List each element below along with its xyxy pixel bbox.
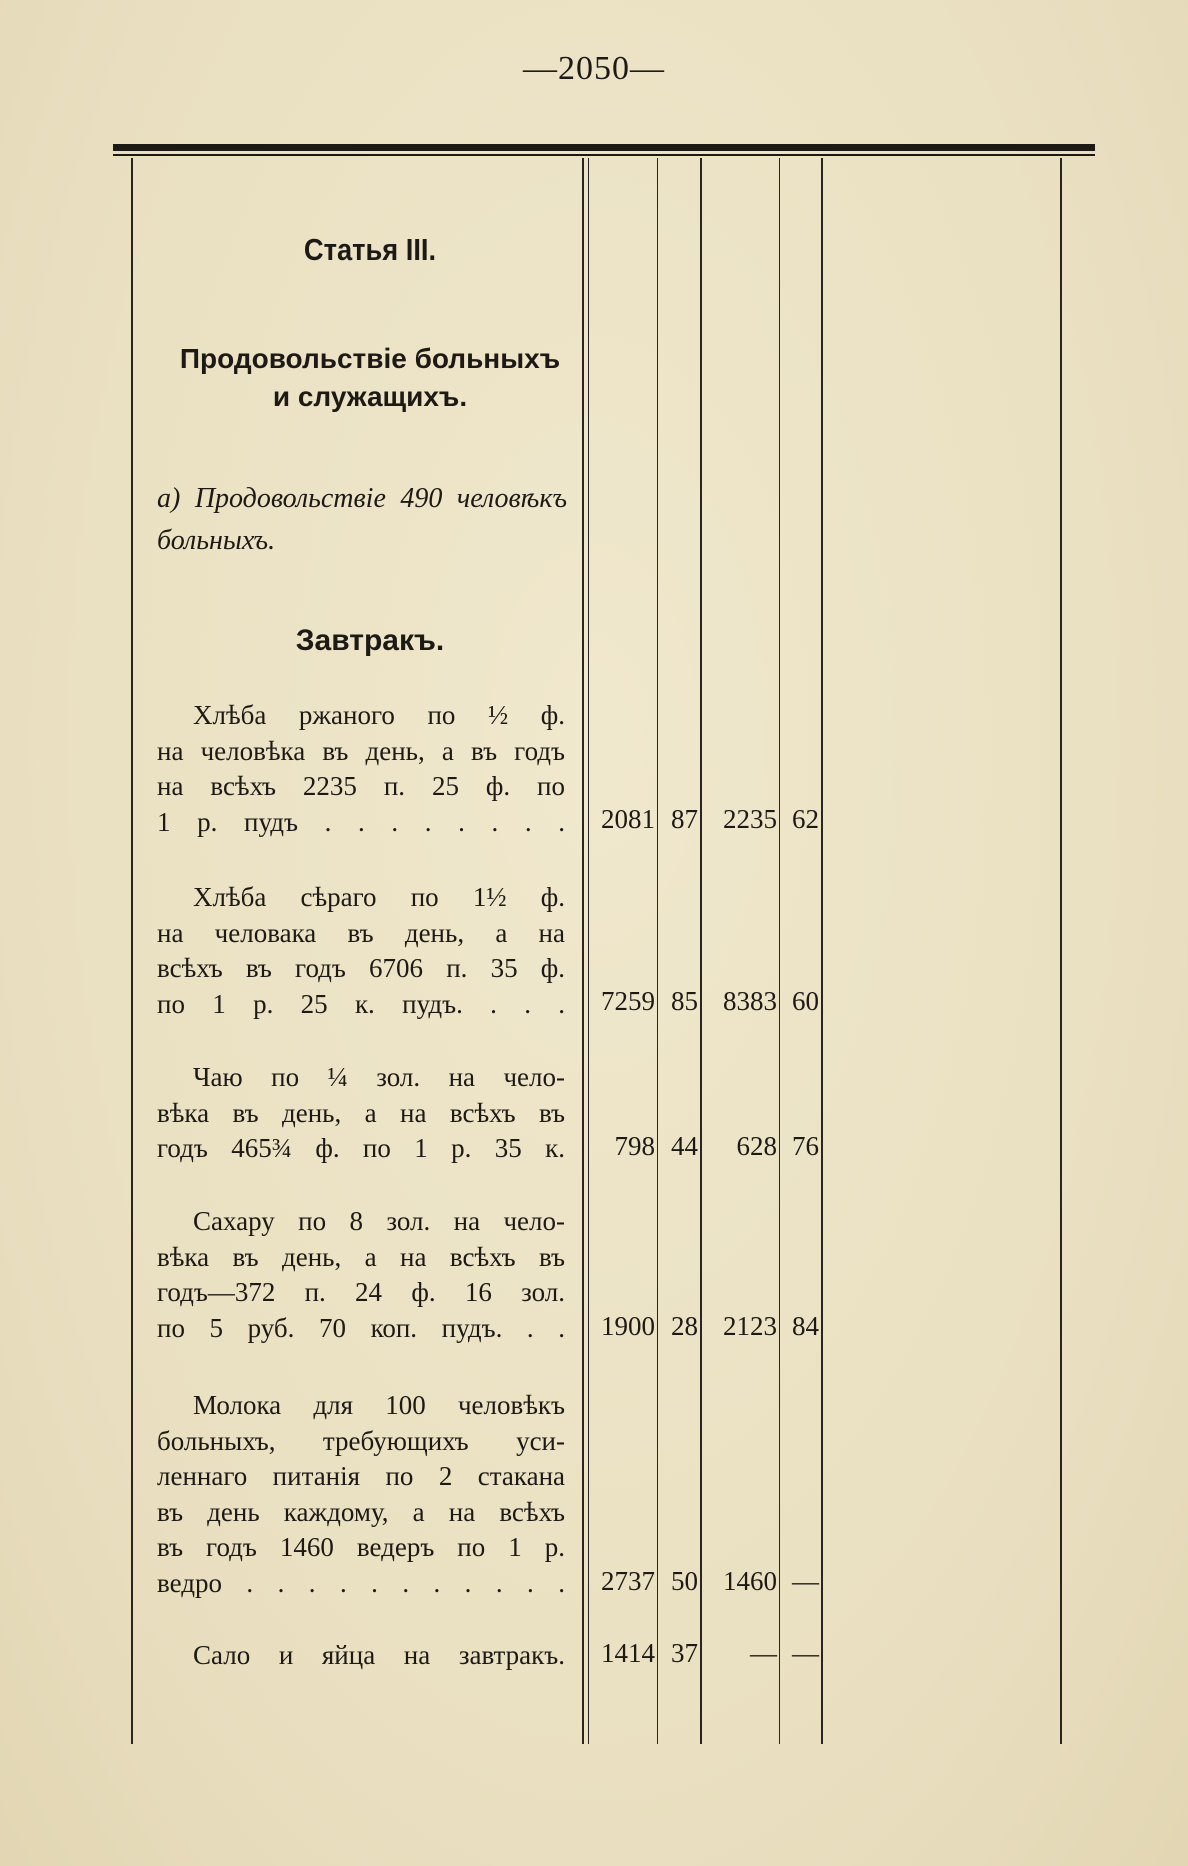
amount2-rub: 2235 — [723, 804, 777, 834]
column-rule-rub2 — [779, 158, 780, 1744]
entry-line: 1 р. пудъ . . . . . . . . — [157, 806, 565, 837]
entry-line: на человака въ день, а на — [157, 917, 565, 948]
entry-rye-bread — [157, 698, 565, 840]
column-rule-left — [131, 158, 133, 1744]
entry-grey-bread — [157, 880, 565, 1022]
amount1-kop: 37 — [671, 1638, 698, 1668]
entry-line: годъ—372 п. 24 ф. 16 зол. — [157, 1277, 565, 1307]
entry-line: Сахару по 8 зол. на чело- — [193, 1206, 565, 1236]
amount2-rub: 2123 — [723, 1311, 777, 1341]
amount2-kop: 62 — [792, 804, 819, 834]
entry-line: въ день каждому, а на всѣхъ — [157, 1496, 565, 1527]
entry-line: годъ 465¾ ф. по 1 р. 35 к. — [157, 1133, 565, 1163]
entry-line: вѣка въ день, а на всѣхъ въ — [157, 1241, 565, 1272]
amount2-rub: 628 — [736, 1131, 777, 1161]
entry-line: на всѣхъ 2235 п. 25 ф. по — [157, 771, 565, 801]
amount1-rub: 7259 — [601, 986, 655, 1016]
column-rule-kop2 — [821, 158, 823, 1744]
table-top-rule — [113, 144, 1095, 151]
entry-line: по 1 р. 25 к. пудъ. . . . — [157, 988, 565, 1019]
article-subtitle-line2: и служащихъ. — [272, 381, 468, 412]
article-subtitle — [150, 340, 590, 416]
column-rule-kop1 — [700, 158, 702, 1744]
article-title: Статья III. — [303, 232, 437, 267]
entry-line: на человѣка въ день, а въ годъ — [157, 735, 565, 766]
page-number: —2050— — [523, 50, 665, 87]
amount2-kop: — — [792, 1566, 819, 1596]
amount1-rub: 2737 — [601, 1566, 655, 1596]
amount1-kop: 28 — [671, 1311, 698, 1341]
entry-tea — [157, 1060, 565, 1167]
entry-lard-eggs — [157, 1638, 565, 1674]
article-subtitle-line1: Продовольствіе больныхъ — [179, 343, 561, 374]
amount1-kop: 44 — [671, 1131, 698, 1161]
entry-line: Хлѣба ржаного по ½ ф. — [193, 700, 565, 730]
entry-line: вѣка въ день, а на всѣхъ въ — [157, 1097, 565, 1128]
amount2-kop: 60 — [792, 986, 819, 1016]
entry-line: леннаго питанія по 2 стакана — [157, 1461, 565, 1491]
entry-line: всѣхъ въ годъ 6706 п. 35 ф. — [157, 953, 565, 983]
amount2-rub: 8383 — [723, 986, 777, 1016]
amount2-kop: 76 — [792, 1131, 819, 1161]
amount2-rub: — — [750, 1638, 777, 1668]
entry-line: въ годъ 1460 ведеръ по 1 р. — [157, 1532, 565, 1562]
amount1-kop: 85 — [671, 986, 698, 1016]
entry-line: Сало и яйца на завтракъ. — [193, 1640, 565, 1670]
amount1-rub: 1900 — [601, 1311, 655, 1341]
amount1-rub: 1414 — [601, 1638, 655, 1668]
amount2-rub: 1460 — [723, 1566, 777, 1596]
entry-sugar — [157, 1204, 565, 1346]
amount1-rub: 2081 — [601, 804, 655, 834]
entry-milk — [157, 1388, 565, 1601]
entry-line: Молока для 100 человѣкъ — [193, 1390, 565, 1420]
entry-line: ведро . . . . . . . . . . . — [157, 1567, 565, 1598]
breakfast-heading: Завтракъ. — [295, 624, 445, 657]
entry-line: Хлѣба сѣраго по 1½ ф. — [193, 882, 565, 912]
amount1-kop: 50 — [671, 1566, 698, 1596]
column-rule-rub1 — [657, 158, 658, 1744]
column-rule-right — [1060, 158, 1062, 1744]
entry-line: больныхъ, требующихъ уси- — [157, 1425, 565, 1456]
amount1-kop: 87 — [671, 804, 698, 834]
amount2-kop: — — [792, 1638, 819, 1668]
section-a-heading: а) Продовольствіе 490 человѣкъ больныхъ. — [157, 483, 567, 556]
entry-line: Чаю по ¼ зол. на чело- — [193, 1062, 565, 1092]
amount1-rub: 798 — [614, 1131, 655, 1161]
entry-line: по 5 руб. 70 коп. пудъ. . . — [157, 1312, 565, 1343]
table-top-rule-thin — [113, 154, 1095, 156]
amount2-kop: 84 — [792, 1311, 819, 1341]
